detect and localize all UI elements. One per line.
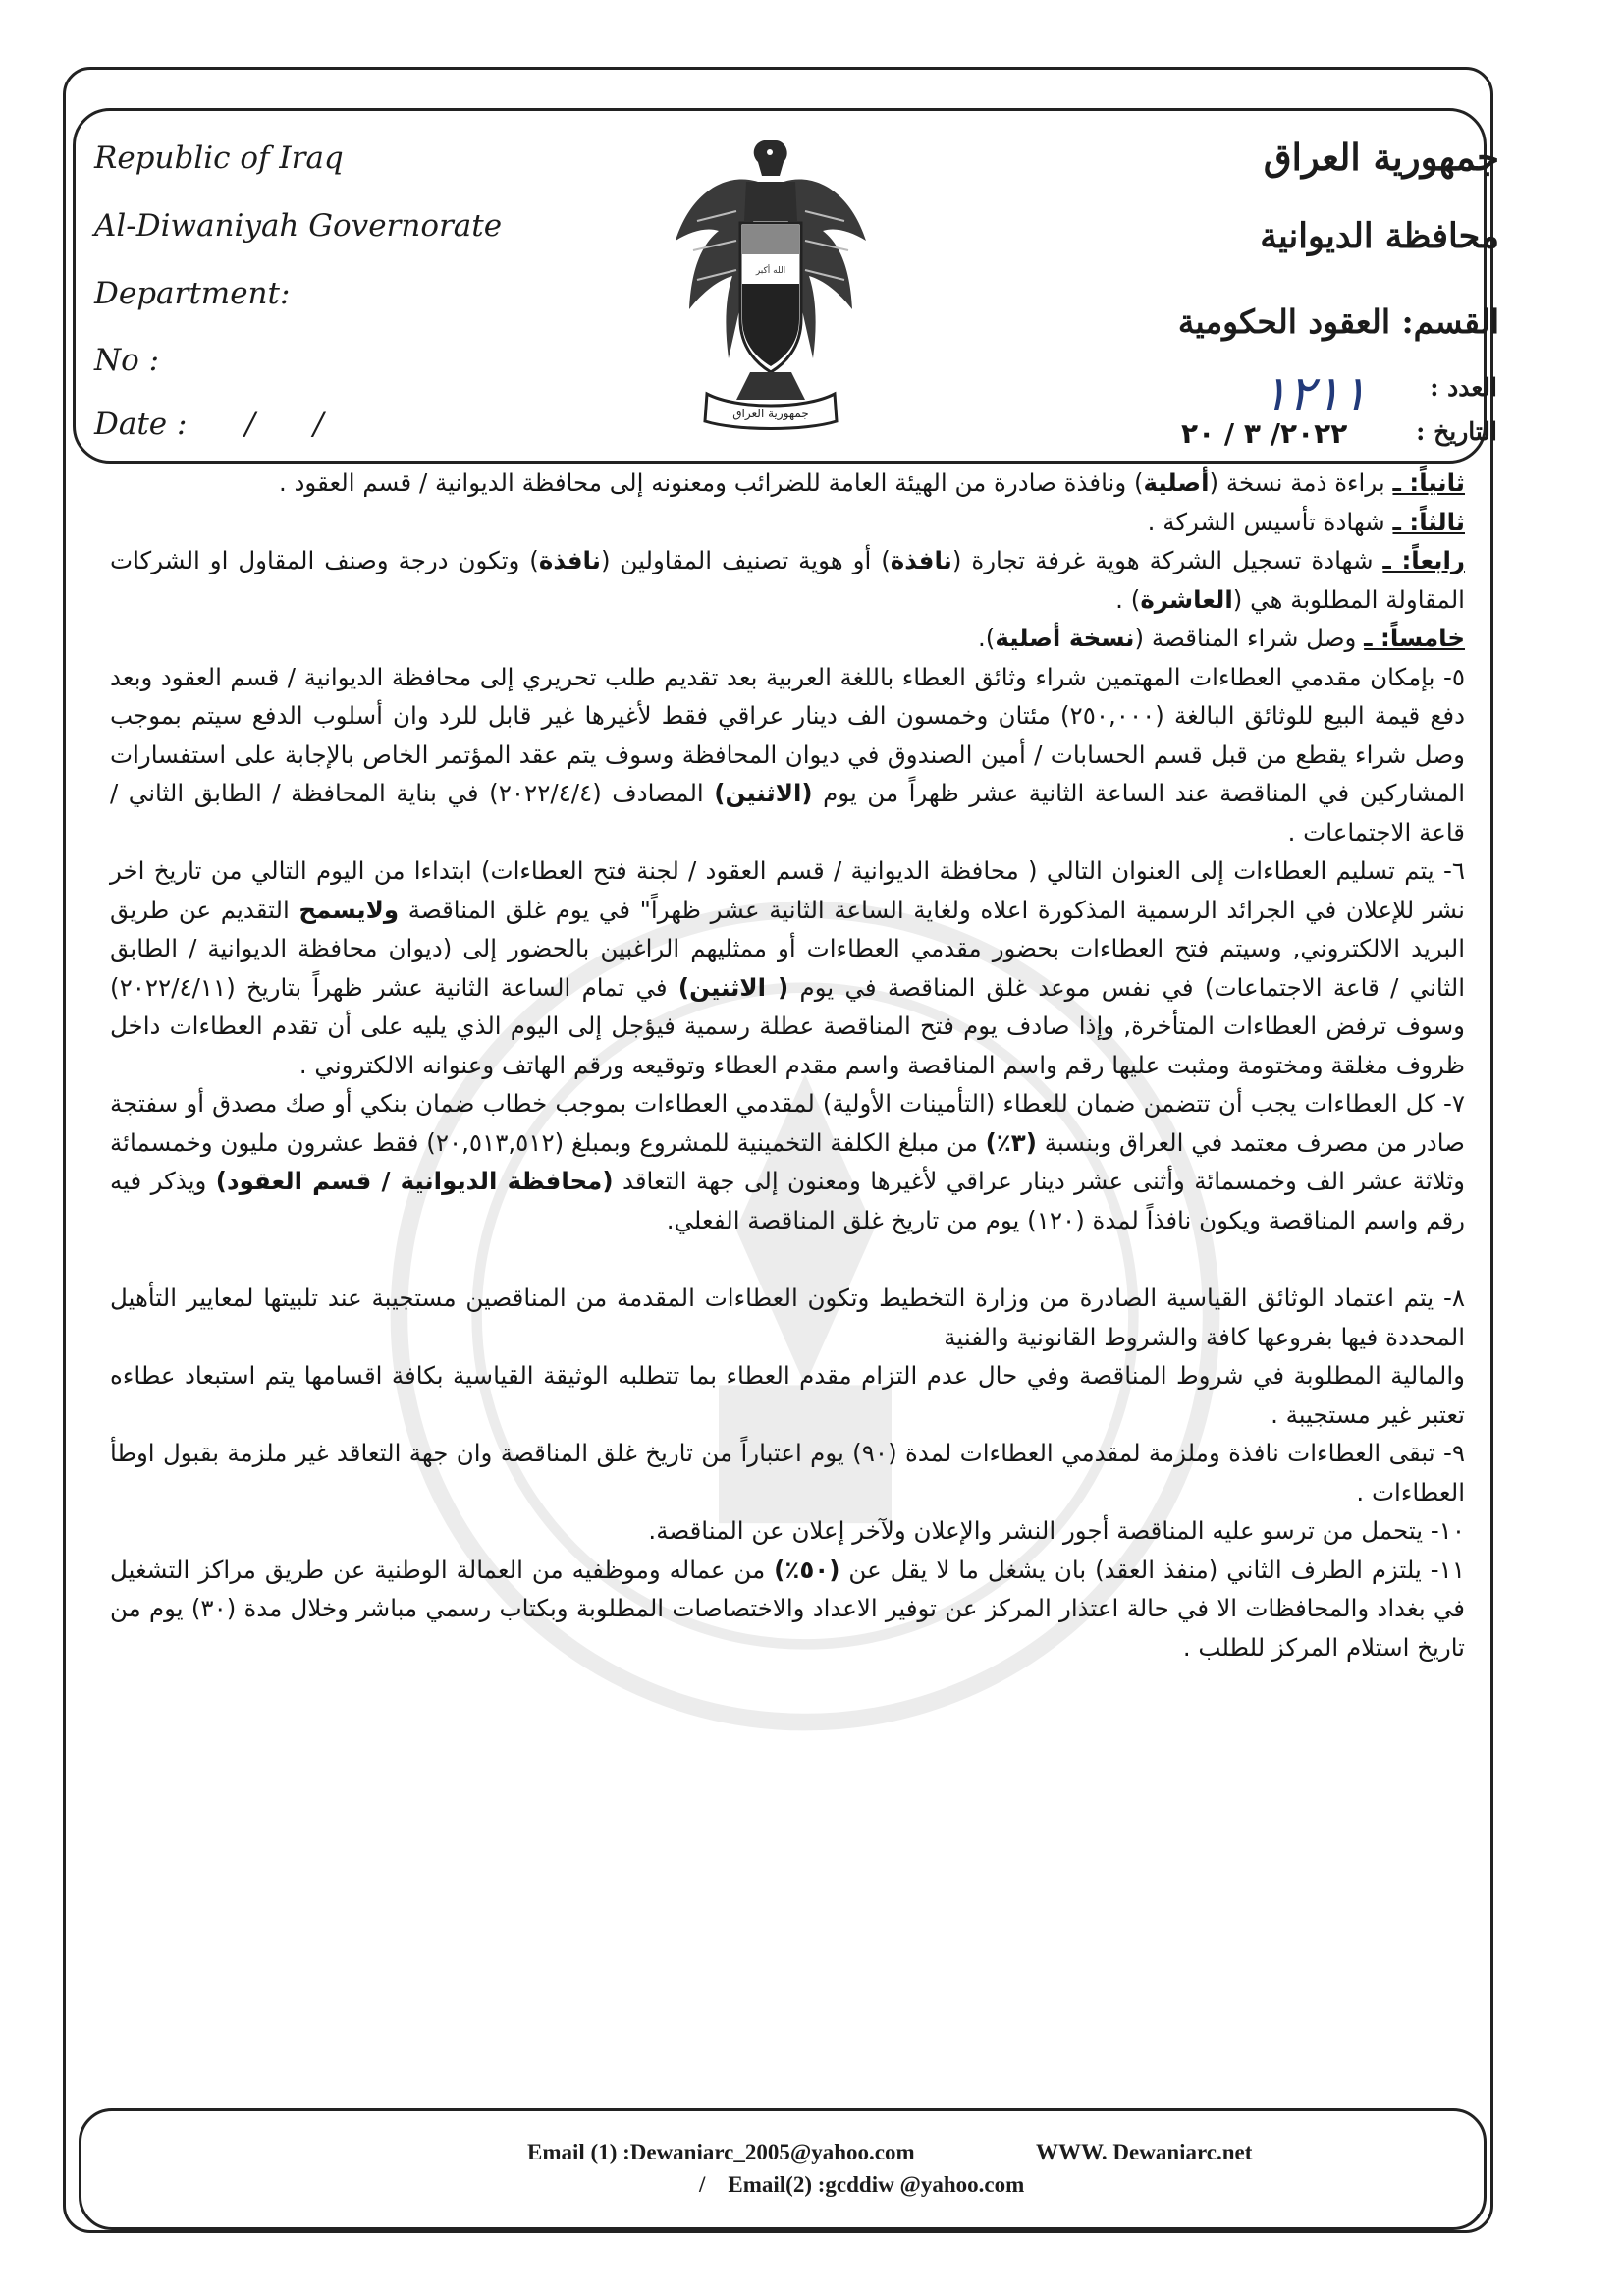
clause-second: ثانياً: ـ براءة ذمة نسخة (أصلية) ونافذة صادرة من الهيئة العامة للضرائب ومعنونه إلى محافظة الديوانية / قسم العقود . [278, 468, 1465, 497]
date-en: Date : / / [94, 407, 324, 442]
item-10: ١٠- يتحمل من ترسو عليه المناقصة أجور النشر والإعلان ولآخر إعلان عن المناقصة. [648, 1516, 1465, 1545]
item-11: ١١- يلتزم الطرف الثاني (منفذ العقد) بان يشغل ما لا يقل عن (٥٠٪) من عماله وموظفيه من العمالة الوطنية عن طريق مراكز التشغيل في بغداد والمحافظات الا في حالة اعتذار المركز عن توفير الاعداد والاختصاصات المطلوبة وبكتاب رسمي مباشر وخلال مدة (٣٠) يوم من تاريخ استلام المركز للطلب . [110, 1555, 1465, 1662]
governorate-en: Al-Diwaniyah Governorate [94, 208, 503, 244]
clause-fourth: رابعاً: ـ شهادة تسجيل الشركة هوية غرفة تجارة (نافذة) أو هوية تصنيف المقاولين (نافذة) وتكون درجة وصنف المقاول او الشركات المقاولة المطلوبة هي (العاشرة) . [110, 546, 1466, 614]
item-8: ٨- يتم اعتماد الوثائق القياسية الصادرة من وزارة التخطيط وتكون العطاءات المقدمة من المناقصين مستجيبة عند تلبيتها لمعايير التأهيل المحددة فيها بفروعها كافة والشروط القانونية والفنية [110, 1284, 1465, 1351]
item-5: ٥- بإمكان مقدمي العطاءات المهتمين شراء وثائق العطاء باللغة العربية بعد تقديم طلب تحريري إلى محافظة الديوانية / قسم العقود وبعد دفع قيمة البيع للوثائق البالغة (٢٥٠,٠٠٠) مئتان وخمسون الف دينار عراقي فقط لأغيرها غير قابل للرد وان أسلوب الدفع سيتم بموجب وصل شراء يقطع من قبل قسم الحسابات / أمين الصندوق في ديوان المحافظة وسوف يتم عقد المؤتمر الخاص بالإجابة على استفسارات المشاركين في المناقصة عند الساعة الثانية عشر ظهراً من يوم (الاثنين) المصادف (٢٠٢٢/٤/٤) في بناية المحافظة / الطابق الثاني / قاعة الاجتماعات . [110, 662, 1465, 847]
clause-third: ثالثاً: ـ شهادة تأسيس الشركة . [1147, 507, 1465, 536]
item-7: ٧- كل العطاءات يجب أن تتضمن ضمان للعطاء (التأمينات الأولية) لمقدمي العطاءات بموجب خطاب ضمان بنكي أو صك مصدق أو سفتجة صادر من مصرف معتمد في العراق وبنسبة (٣٪) من مبلغ الكلفة التخمينية للمشروع وبمبلغ (٢٠,٥١٣,٥١٢) فقط عشرون مليون وخمسمائة وثلاثة عشر الف وخمسمائة وأثنى عشر دينار عراقي لأغيرها ومعنون إلى جهة التعاقد (محافظة الديوانية / قسم العقود) ويذكر فيه رقم واسم المناقصة ويكون نافذاً لمدة (١٢٠) يوم من تاريخ غلق المناقصة الفعلي. [110, 1089, 1465, 1234]
department-en: Department: [94, 276, 291, 311]
item-9: ٩- تبقى العطاءات نافذة وملزمة لمقدمي العطاءات لمدة (٩٠) يوم اعتباراً من تاريخ غلق المناقصة وان جهة التعاقد غير ملزمة بقبول اوطأ العطاءات . [110, 1439, 1465, 1506]
number-en: No : [94, 343, 160, 378]
iraq-emblem-icon [668, 133, 874, 432]
svg-text:الله أكبر: الله أكبر [755, 266, 786, 276]
clause-fifth: خامساً: ـ وصل شراء المناقصة (نسخة أصلية). [978, 624, 1465, 652]
footer-email-1: Email (1) :Dewaniarc_2005@yahoo.com [527, 2140, 915, 2164]
item-8-cont: والمالية المطلوبة في شروط المناقصة وفي حال عدم التزام مقدم العطاء بما تتطلبه الوثيقة القياسية بكافة اقسامها يتم استبعاد عطاءه تعتبر غير مستجيبة . [110, 1361, 1465, 1429]
document-body [110, 464, 1465, 1667]
governorate-ar: محافظة الديوانية [1260, 216, 1499, 256]
date-label-ar: التاريخ : [1416, 417, 1497, 446]
republic-ar: جمهورية العراق [1263, 136, 1499, 179]
reference-number: ١٢١١ [1262, 365, 1368, 422]
document-date: ٢٠٢٢/ ٣ / ٢٠ [1181, 417, 1348, 450]
department-ar: القسم: العقود الحكومية [1177, 302, 1499, 341]
republic-en: Republic of Iraq [94, 140, 344, 176]
footer-box [79, 2108, 1487, 2230]
number-label-ar: العدد : [1430, 373, 1497, 402]
item-6: ٦- يتم تسليم العطاءات إلى العنوان التالي ( محافظة الديوانية / قسم العقود / لجنة فتح العطاءات) ابتداءا من اليوم التالي من تاريخ اخر نشر للإعلان في الجرائد الرسمية المذكورة اعلاه ولغاية الساعة الثانية عشر ظهراً" في يوم غلق المناقصة ولايسمح التقديم عن طريق البريد الالكتروني, وسيتم فتح العطاءات بحضور مقدمي العطاءات أو ممثليهم الراغبين بالحضور إلى (ديوان محافظة الديوانية / الطابق الثاني / قاعة الاجتماعات) في نفس موعد غلق المناقصة في يوم ( الاثنين) في تمام الساعة الثانية عشر ظهراً بتاريخ (٢٠٢٢/٤/١١) وسوف ترفض العطاءات المتأخرة, وإذا صادف يوم فتح المناقصة عطلة رسمية فيؤجل إلى اليوم الذي يليه على أن تقدم العطاءات داخل ظروف مغلقة ومختومة ومثبت عليها رقم واسم المناقصة واسم مقدم العطاء وتوقيعه ورقم الهاتف وعنوانه الالكتروني . [110, 856, 1465, 1079]
svg-text:جمهورية العراق: جمهورية العراق [732, 407, 809, 420]
footer-website: WWW. Dewaniarc.net [1036, 2140, 1253, 2164]
footer-email-2: / Email(2) :gcddiw @yahoo.com [699, 2172, 1025, 2197]
